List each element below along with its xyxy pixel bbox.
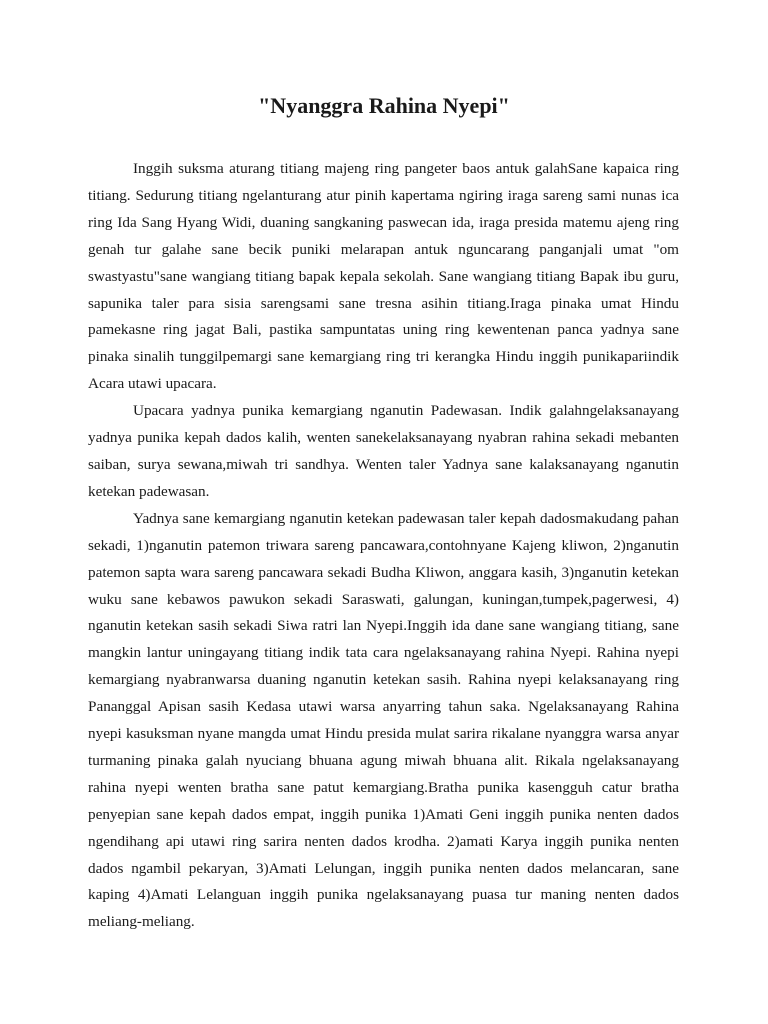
document-title: "Nyanggra Rahina Nyepi" bbox=[258, 93, 510, 118]
document-body bbox=[88, 156, 679, 936]
paragraph-2: Upacara yadnya punika kemargiang nganutin Padewasan. Indik galahngelaksanayang yadnya punika kepah dados kalih, wenten sanekelaksanayang nyabran rahina sekadi mebanten saiban, surya sewana,miwah tri sandhya. Wenten taler Yadnya sane kalaksanayang nganutin ketekan padewasan. bbox=[88, 402, 679, 500]
paragraph-3: Yadnya sane kemargiang nganutin ketekan padewasan taler kepah dadosmakudang pahan sekadi, 1)nganutin patemon triwara sareng pancawara,contohnyane Kajeng kliwon, 2)nganutin patemon sapta wara sareng pancawara sekadi Budha Kliwon, anggara kasih, 3)nganutin ketekan wuku sane kebawos pawukon sekadi Saraswati, galungan, kuningan,tumpek,pagerwesi, 4) nganutin ketekan sasih sekadi Siwa ratri lan Nyepi.Inggih ida dane sane wangiang titiang, sane mangkin lantur uningayang titiang indik tata cara ngelaksanayang rahina Nyepi. Rahina nyepi kemargiang nyabranwarsa duaning nganutin ketekan sasih. Rahina nyepi kelaksanayang ring Pananggal Apisan sasih Kedasa utawi warsa anyarring tahun saka. Ngelaksanayang Rahina nyepi kasuksman nyane mangda umat Hindu presida mulat sarira rikalane nyanggra warsa anyar turmaning pinaka galah nyuciang bhuana agung miwah bhuana alit. Rikala ngelaksanayang rahina nyepi wenten bratha sane patut kemargiang.Bratha punika kasengguh catur bratha penyepian sane kepah dados empat, inggih punika 1)Amati Geni inggih punika nenten dados ngendihang api utawi ring sarira nenten dados krodha. 2)amati Karya inggih punika nenten dados ngambil pekaryan, 3)Amati Lelungan, inggih punika nenten dados melancaran, sane kaping 4)Amati Lelanguan inggih punika ngelaksanayang puasa tur maning nenten dados meliang-meliang. bbox=[88, 509, 679, 931]
paragraph-1: Inggih suksma aturang titiang majeng ring pangeter baos antuk galahSane kapaica ring titiang. Sedurung titiang ngelanturang atur pinih kapertama ngiring iraga sareng sami nunas ica ring Ida Sang Hyang Widi, duaning sangkaning paswecan ida, iraga presida matemu ajeng ring genah tur galahe sane becik puniki melarapan antuk nguncarang panganjali umat "om swastyastu"sane wangiang titiang bapak kepala sekolah. Sane wangiang titiang Bapak ibu guru, sapunika taler para sisia sarengsami sane tresna asihin titiang.Iraga pinaka umat Hindu pamekasne ring jagat Bali, pastika sampuntatas uning ring kewentenan panca yadnya sane pinaka sinalih tunggilpemargi sane kemargiang ring tri kerangka Hindu inggih punikapariindik Acara utawi upacara. bbox=[88, 160, 679, 393]
